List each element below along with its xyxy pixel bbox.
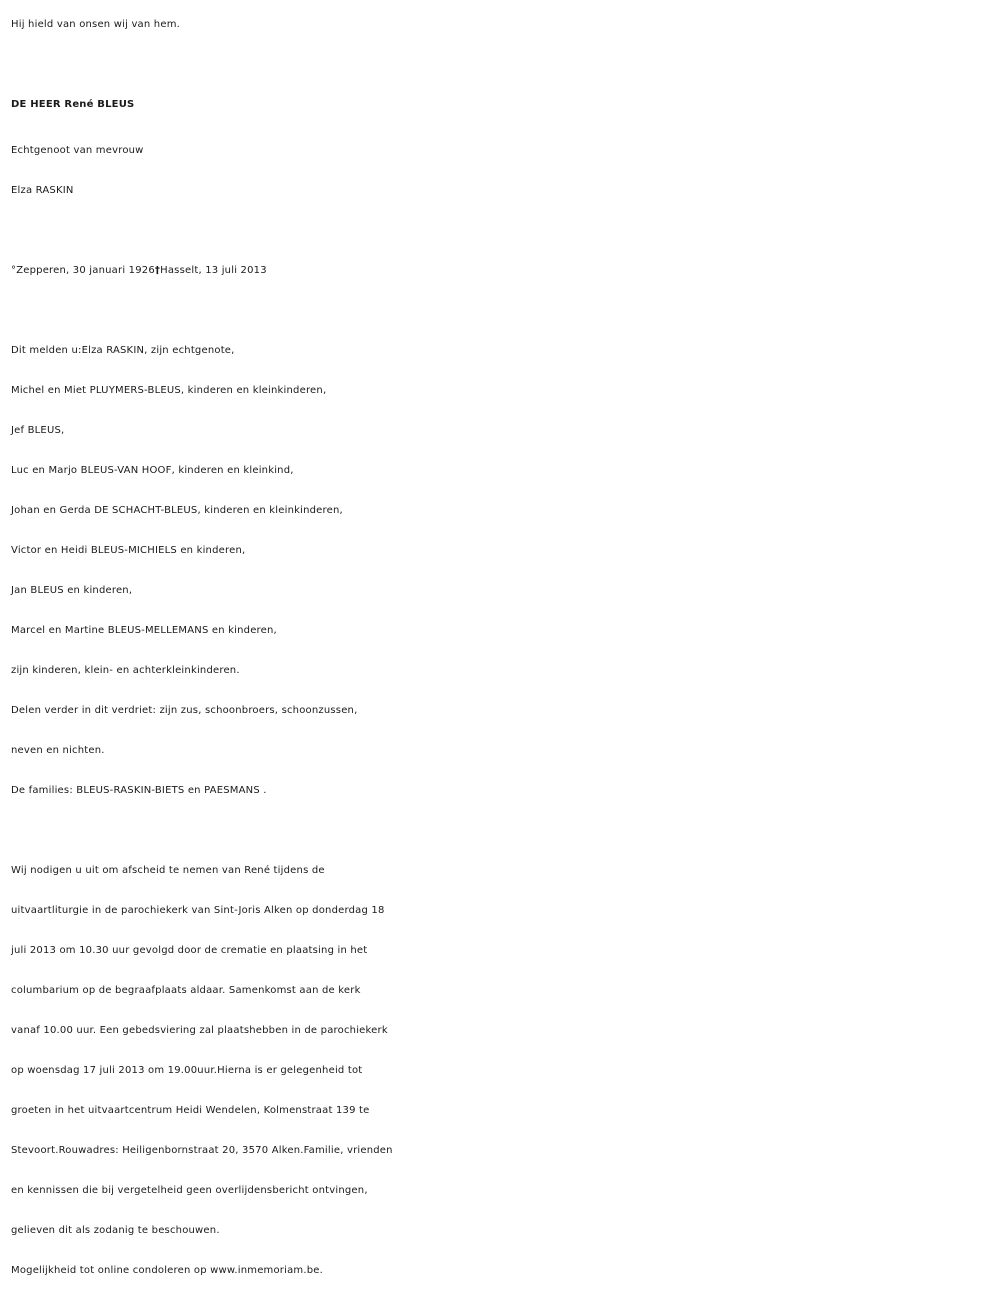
mourner-line: neven en nichten. [11, 745, 105, 756]
ceremony-line: uitvaartliturgie in de parochiekerk van Sint-Joris Alken op donderdag 18 [11, 905, 385, 916]
spacer [11, 811, 991, 851]
mourner-line: Jef BLEUS, [11, 425, 65, 436]
ceremony-line: op woensdag 17 juli 2013 om 19.00uur.Hierna is er gelegenheid tot [11, 1065, 363, 1076]
mourner-line: zijn kinderen, klein- en achterkleinkinderen. [11, 665, 240, 676]
deceased-name: DE HEER René BLEUS [11, 99, 135, 110]
obituary-notice [11, 0, 991, 1291]
death-date: Hasselt, 13 juli 2013 [160, 265, 267, 276]
spouse-name: Elza RASKIN [11, 185, 74, 196]
mourner-line: Victor en Heidi BLEUS-MICHIELS en kinderen, [11, 545, 246, 556]
ceremony-line: columbarium op de begraafplaats aldaar. Samenkomst aan de kerk [11, 985, 361, 996]
online-condolence-line: Mogelijkheid tot online condoleren op www.inmemoriam.be. [11, 1265, 324, 1276]
life-dates [11, 251, 991, 291]
mourner-line: Dit melden u:Elza RASKIN, zijn echtgenote, [11, 345, 235, 356]
ceremony-line: groeten in het uitvaartcentrum Heidi Wendelen, Kolmenstraat 139 te [11, 1105, 370, 1116]
mourner-line: De families: BLEUS-RASKIN-BIETS en PAESMANS . [11, 785, 267, 796]
birth-date: °Zepperen, 30 januari 1926 [11, 265, 155, 276]
intro-quote: Hij hield van onsen wij van hem. [11, 19, 181, 30]
ceremony-line: en kennissen die bij vergetelheid geen overlijdensbericht ontvingen, [11, 1185, 368, 1196]
mourners-list [11, 331, 991, 811]
spacer [11, 211, 991, 251]
mourner-line: Johan en Gerda DE SCHACHT-BLEUS, kinderen en kleinkinderen, [11, 505, 343, 516]
cross-icon: † [154, 265, 161, 276]
mourner-line: Luc en Marjo BLEUS-VAN HOOF, kinderen en kleinkind, [11, 465, 294, 476]
spacer [11, 291, 991, 331]
mourner-line: Michel en Miet PLUYMERS-BLEUS, kinderen en kleinkinderen, [11, 385, 327, 396]
ceremony-line: gelieven dit als zodanig te beschouwen. [11, 1225, 220, 1236]
ceremony-text [11, 851, 991, 1291]
ceremony-line: juli 2013 om 10.30 uur gevolgd door de crematie en plaatsing in het [11, 945, 368, 956]
mourner-line: Marcel en Martine BLEUS-MELLEMANS en kinderen, [11, 625, 277, 636]
mourner-line: Delen verder in dit verdriet: zijn zus, schoonbroers, schoonzussen, [11, 705, 358, 716]
ceremony-line: vanaf 10.00 uur. Een gebedsviering zal plaatshebben in de parochiekerk [11, 1025, 388, 1036]
ceremony-line: Wij nodigen u uit om afscheid te nemen van René tijdens de [11, 865, 325, 876]
ceremony-line: Stevoort.Rouwadres: Heiligenbornstraat 20, 3570 Alken.Familie, vrienden [11, 1145, 393, 1156]
mourner-line: Jan BLEUS en kinderen, [11, 585, 133, 596]
spouse-line: Echtgenoot van mevrouw [11, 145, 144, 156]
